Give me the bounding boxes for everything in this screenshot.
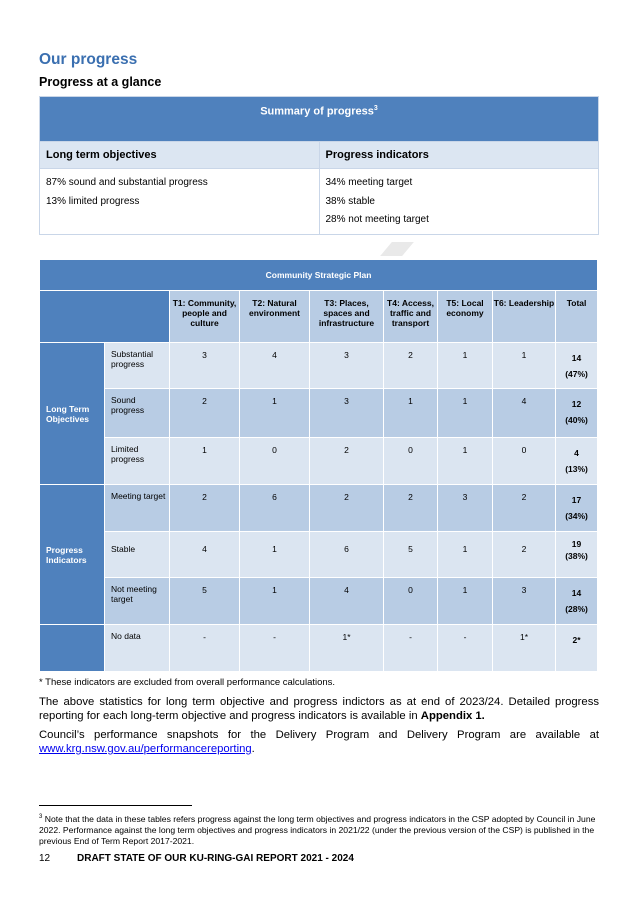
summary-col-indicators: Progress indicators: [319, 142, 599, 169]
total-value: 14: [571, 588, 582, 598]
row-label: Not meeting target: [105, 578, 170, 625]
footnote-text: Note that the data in these tables refers progress against the long term objectives and progress indicators in the CSP adopted by Council in June 2022. Performance against the long term objectives and progress indicators in 2021/22 (under the previous version of the CSP) is published in the previous End of Term Report 2017-2021.: [39, 813, 596, 846]
body-paragraph: [39, 695, 599, 723]
table-note: * These indicators are excluded from overall performance calculations.: [39, 677, 336, 688]
cell-value: 0: [493, 438, 556, 485]
paragraph-text: The above statistics for long term objective and progress indictors as at end of 2023/24. Detailed progress reporting for each long-term objective and progress indicators is available in: [39, 696, 599, 722]
body-paragraph: [39, 728, 599, 756]
cell-value: 0: [384, 578, 438, 625]
watermark-mark: [380, 242, 414, 256]
cell-value: -: [384, 625, 438, 672]
row-label: Stable: [105, 532, 170, 578]
appendix-reference: Appendix 1.: [420, 710, 485, 722]
footnote-divider: [39, 805, 192, 806]
total-percent: (47%): [565, 369, 588, 379]
total-percent: (38%): [565, 551, 588, 561]
cell-value: 1: [438, 389, 493, 438]
paragraph-text: Council’s performance snapshots for the Delivery Program and Delivery Program are available at: [39, 729, 599, 741]
summary-col-objectives: Long term objectives: [40, 142, 320, 169]
cell-total: [556, 343, 598, 389]
cell-value: 3: [438, 485, 493, 532]
row-label: No data: [105, 625, 170, 672]
col-header-total: Total: [556, 291, 598, 343]
summary-table: [39, 96, 599, 235]
total-value: 2*: [572, 635, 581, 645]
cell-value: 5: [384, 532, 438, 578]
table-row: [40, 625, 598, 672]
col-header-t4: T4: Access, traffic and transport: [384, 291, 438, 343]
csp-table: [39, 259, 598, 672]
cell-value: 4: [493, 389, 556, 438]
col-header-t3: T3: Places, spaces and infrastructure: [310, 291, 384, 343]
cell-value: 2: [170, 485, 240, 532]
row-label: Sound progress: [105, 389, 170, 438]
footnote-number: 3: [39, 814, 43, 820]
cell-value: 3: [310, 343, 384, 389]
summary-line: 87% sound and substantial progress: [46, 177, 208, 188]
cell-value: 4: [170, 532, 240, 578]
page-title: Our progress: [39, 51, 138, 68]
cell-value: 2: [170, 389, 240, 438]
total-percent: (13%): [565, 464, 588, 474]
cell-value: -: [438, 625, 493, 672]
summary-objectives-cell: [40, 169, 320, 235]
cell-value: 1: [240, 389, 310, 438]
row-label: Substantial progress: [105, 343, 170, 389]
cell-value: 0: [240, 438, 310, 485]
cell-value: -: [170, 625, 240, 672]
cell-value: 1: [240, 578, 310, 625]
cell-value: 3: [310, 389, 384, 438]
total-value: 19: [571, 539, 582, 549]
summary-line: 28% not meeting target: [325, 214, 429, 225]
summary-line: 13% limited progress: [46, 195, 140, 207]
cell-value: 1: [438, 532, 493, 578]
cell-value: -: [240, 625, 310, 672]
cell-value: 1: [384, 389, 438, 438]
total-value: 14: [571, 353, 582, 363]
summary-indicators-cell: [319, 169, 599, 235]
table-row: [40, 532, 598, 578]
table-row: [40, 578, 598, 625]
header-blank: [40, 291, 170, 343]
cell-value: 2: [493, 532, 556, 578]
group-label-continuation: [40, 625, 105, 672]
total-value: 17: [571, 495, 582, 505]
cell-value: 1: [240, 532, 310, 578]
group-label-objectives: Long Term Objectives: [40, 343, 105, 485]
col-header-t6: T6: Leadership: [493, 291, 556, 343]
cell-value: 2: [310, 438, 384, 485]
cell-value: 3: [493, 578, 556, 625]
cell-total: [556, 389, 598, 438]
cell-total: [556, 532, 598, 578]
performance-reporting-link[interactable]: www.krg.nsw.gov.au/performancereporting: [39, 743, 252, 755]
cell-value: 1*: [310, 625, 384, 672]
group-label-indicators: Progress Indicators: [40, 485, 105, 625]
cell-value: 2: [384, 485, 438, 532]
total-percent: (40%): [565, 415, 588, 425]
total-percent: (28%): [565, 604, 588, 614]
total-value: 4: [574, 448, 579, 458]
table-row: [40, 389, 598, 438]
cell-total: [556, 578, 598, 625]
row-label: Limited progress: [105, 438, 170, 485]
cell-value: 1: [493, 343, 556, 389]
summary-title: [40, 97, 599, 142]
page-number: 12: [39, 853, 51, 864]
cell-value: 1: [438, 343, 493, 389]
cell-value: 6: [240, 485, 310, 532]
summary-line: 38% stable: [325, 195, 375, 207]
col-header-t1: T1: Community, people and culture: [170, 291, 240, 343]
row-label: Meeting target: [105, 485, 170, 532]
cell-value: 0: [384, 438, 438, 485]
table-row: [40, 343, 598, 389]
summary-title-text: Summary of progress: [260, 105, 374, 118]
table-row: [40, 485, 598, 532]
cell-total: [556, 438, 598, 485]
paragraph-end: .: [251, 743, 255, 755]
col-header-t2: T2: Natural environment: [240, 291, 310, 343]
cell-value: 1: [170, 438, 240, 485]
cell-value: 2: [384, 343, 438, 389]
cell-total: [556, 485, 598, 532]
cell-value: 5: [170, 578, 240, 625]
cell-value: 1: [438, 578, 493, 625]
page-footer: [39, 853, 354, 864]
footnote-ref: 3: [373, 105, 378, 112]
cell-value: 6: [310, 532, 384, 578]
section-subtitle: Progress at a glance: [39, 75, 162, 89]
col-header-t5: T5: Local economy: [438, 291, 493, 343]
cell-value: 3: [170, 343, 240, 389]
total-percent: (34%): [565, 511, 588, 521]
total-value: 12: [571, 399, 582, 409]
cell-value: 2: [493, 485, 556, 532]
summary-line: 34% meeting target: [325, 177, 413, 188]
cell-value: 4: [240, 343, 310, 389]
table-row: [40, 438, 598, 485]
cell-value: 4: [310, 578, 384, 625]
cell-total: [556, 625, 598, 672]
cell-value: 2: [310, 485, 384, 532]
cell-value: 1: [438, 438, 493, 485]
report-title: DRAFT STATE OF OUR KU-RING-GAI REPORT 2021 - 2024: [77, 853, 354, 864]
cell-value: 1*: [493, 625, 556, 672]
footnote: [39, 812, 601, 847]
csp-title: Community Strategic Plan: [40, 260, 598, 291]
